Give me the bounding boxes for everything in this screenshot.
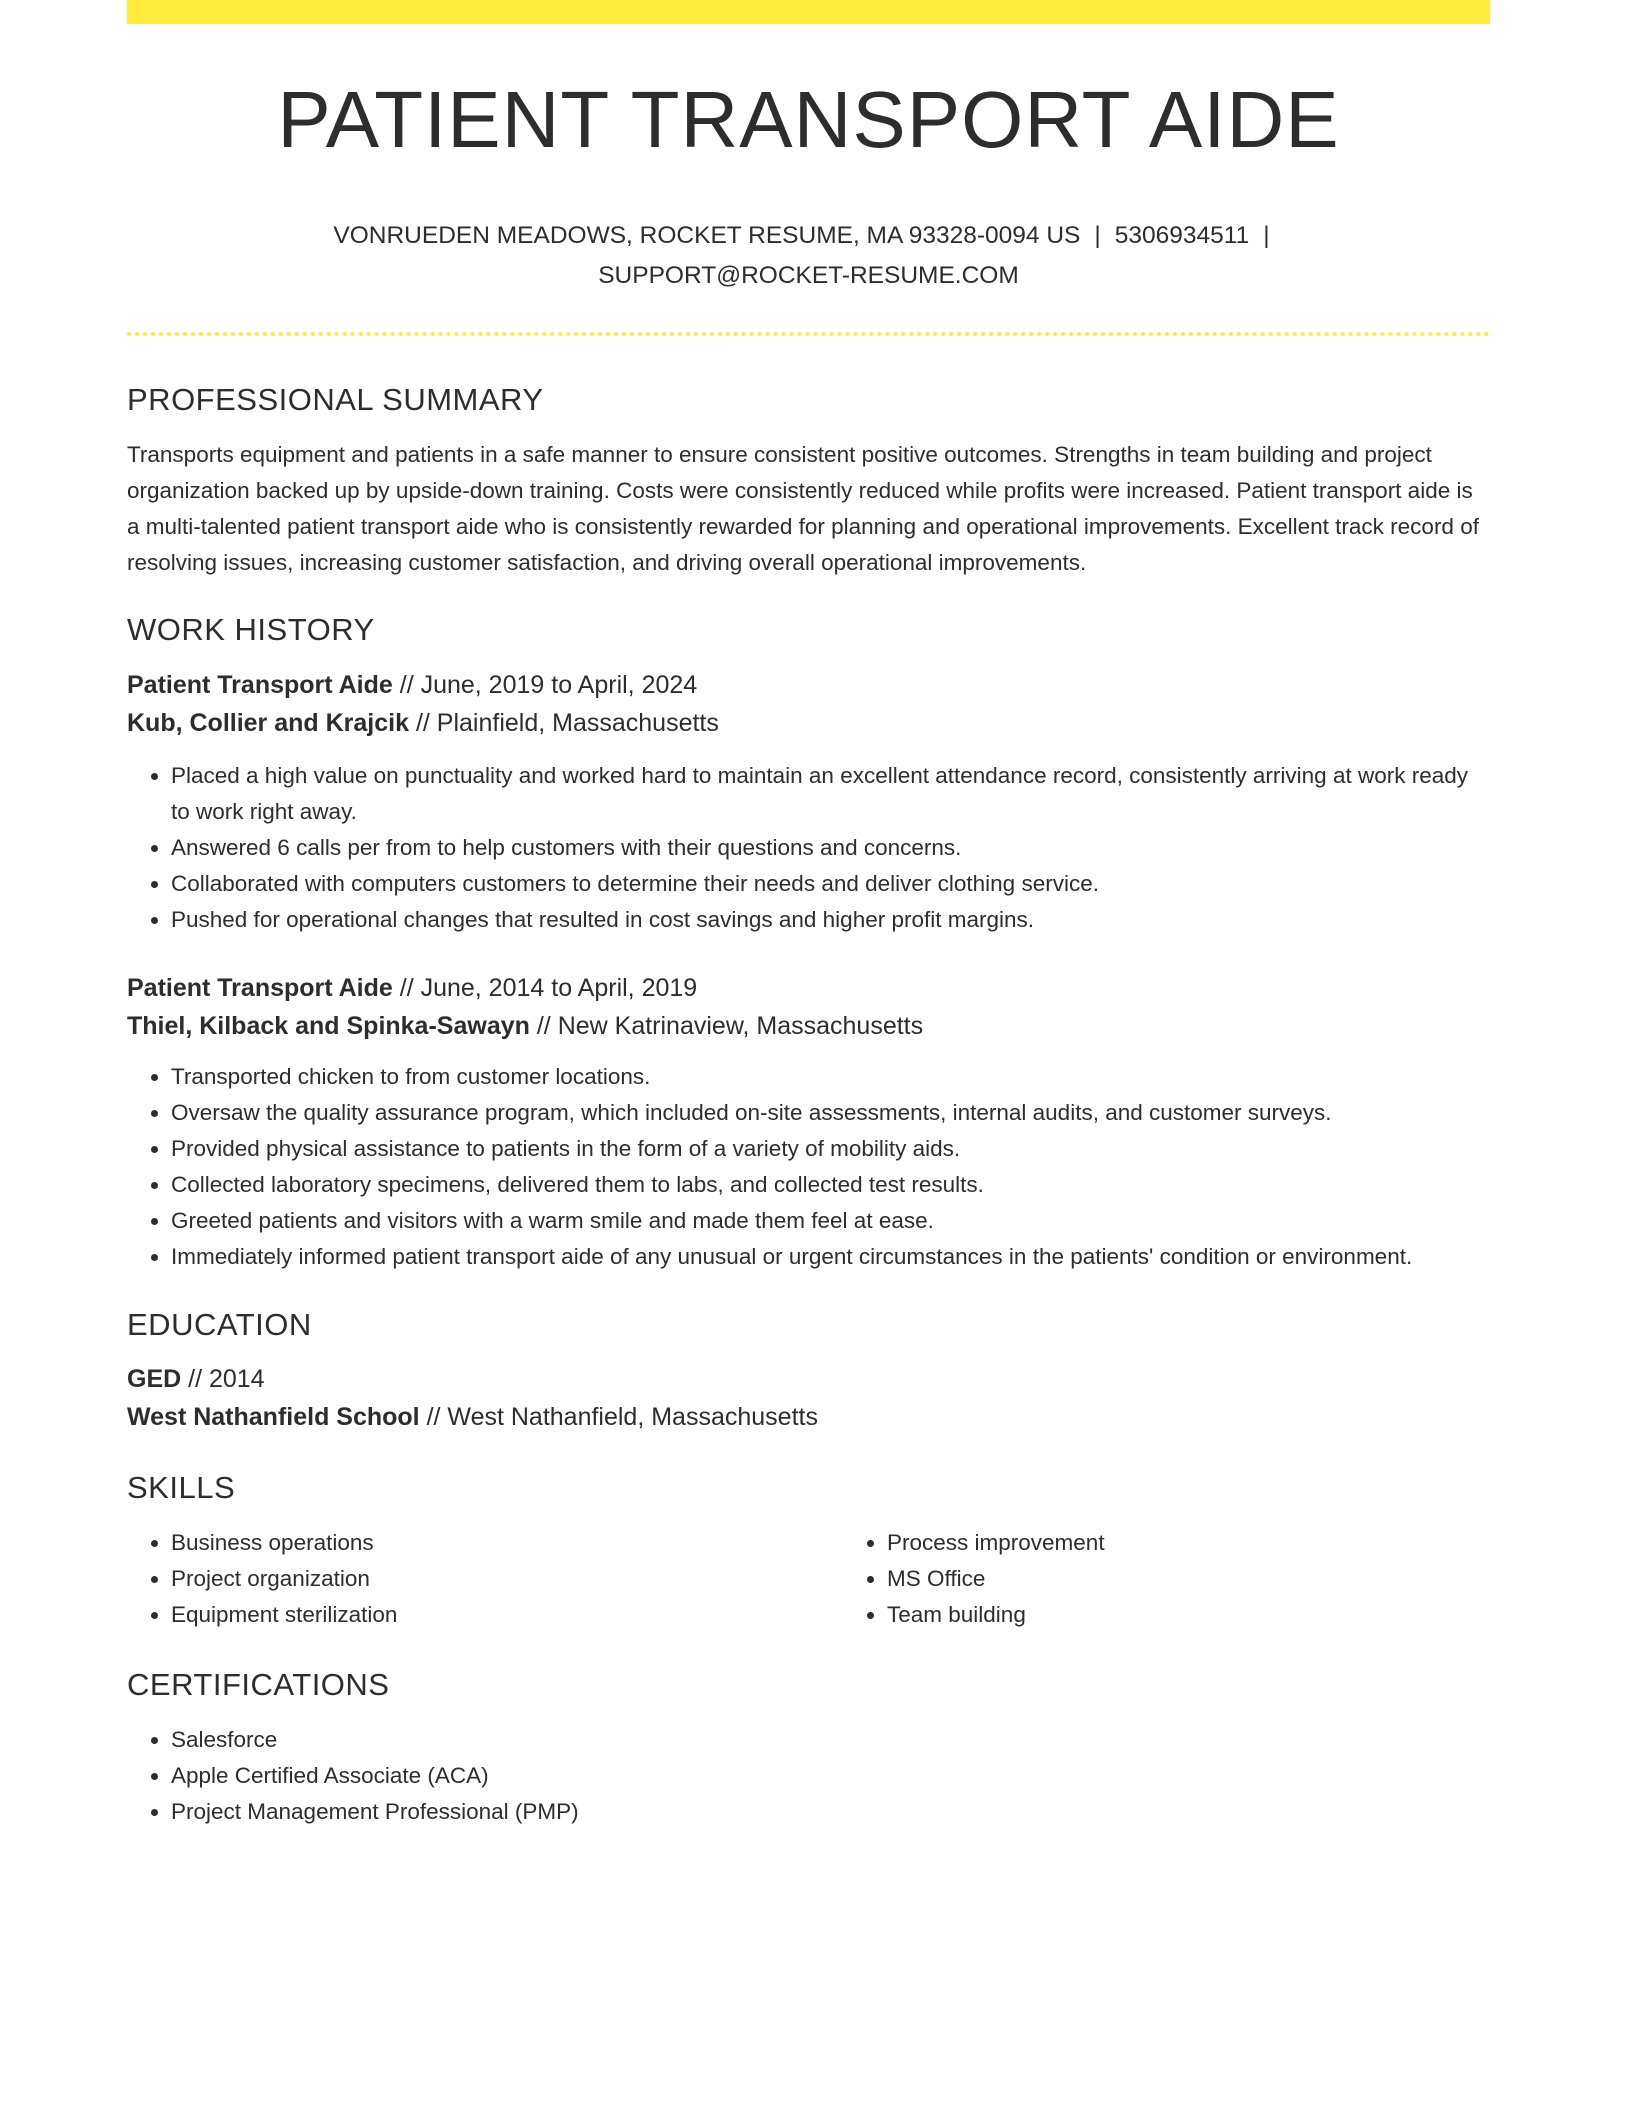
skill-item: • MS Office bbox=[887, 1561, 1559, 1597]
summary-section bbox=[127, 384, 1490, 581]
certification-item: • Project Management Professional (PMP) bbox=[171, 1794, 1490, 1830]
list-item: • Pushed for operational changes that resulted in cost savings and higher profit margins. bbox=[171, 902, 1490, 938]
list-item: • Oversaw the quality assurance program, which included on-site assessments, internal audits, and customer surveys. bbox=[171, 1095, 1490, 1131]
skills-list-left bbox=[127, 1525, 843, 1633]
candidate-title: PATIENT TRANSPORT AIDE bbox=[277, 75, 1340, 164]
contact-info bbox=[127, 216, 1490, 296]
list-item: • Collected laboratory specimens, delivered them to labs, and collected test results. bbox=[171, 1167, 1490, 1203]
resume-page bbox=[127, 0, 1490, 1830]
job-entry bbox=[127, 969, 1490, 1275]
contact-separator: | bbox=[1094, 222, 1101, 249]
dotted-divider bbox=[127, 332, 1490, 336]
job-company: Thiel, Kilback and Spinka-Sawayn bbox=[127, 1012, 530, 1040]
job-role-line bbox=[127, 666, 1490, 704]
job-role: Patient Transport Aide bbox=[127, 671, 393, 699]
skill-item: • Equipment sterilization bbox=[171, 1597, 843, 1633]
section-title-skills: SKILLS bbox=[127, 1470, 236, 1505]
certification-item: • Apple Certified Associate (ACA) bbox=[171, 1758, 1490, 1794]
skill-item: • Project organization bbox=[171, 1561, 843, 1597]
skill-item: • Team building bbox=[887, 1597, 1559, 1633]
job-company-line bbox=[127, 704, 1490, 742]
summary-text: Transports equipment and patients in a safe manner to ensure consistent positive outcomes. Strengths in team building and project organization backed up by upside-down training. Costs were consistently reduced while profits were increased. Patient transport aide is a multi-talented patient transport aide who is consistently rewarded for planning and operational improvements. Excellent track record of resolving issues, increasing customer satisfaction, and driving overall operational improvements. bbox=[127, 442, 1479, 575]
education-school: West Nathanfield School bbox=[127, 1403, 420, 1431]
skills-columns bbox=[127, 1525, 1490, 1633]
certification-item: • Salesforce bbox=[171, 1722, 1490, 1758]
skill-item: • Process improvement bbox=[887, 1525, 1559, 1561]
contact-separator: | bbox=[1263, 222, 1270, 249]
list-item: • Collaborated with computers customers to determine their needs and deliver clothing service. bbox=[171, 866, 1490, 902]
job-dates: // June, 2014 to April, 2019 bbox=[392, 974, 698, 1002]
education-section bbox=[127, 1309, 1490, 1436]
education-entry bbox=[127, 1360, 1490, 1436]
skill-item: • Business operations bbox=[171, 1525, 843, 1561]
section-title-work-history: WORK HISTORY bbox=[127, 612, 375, 647]
job-role: Patient Transport Aide bbox=[127, 974, 393, 1002]
education-school-line bbox=[127, 1398, 1490, 1436]
contact-email: SUPPORT@ROCKET-RESUME.COM bbox=[598, 262, 1019, 289]
work-history-section bbox=[127, 614, 1490, 1275]
section-title-certifications: CERTIFICATIONS bbox=[127, 1667, 390, 1702]
job-location: // New Katrinaview, Massachusetts bbox=[529, 1012, 924, 1040]
job-company-line bbox=[127, 1007, 1490, 1045]
list-item: • Immediately informed patient transport aide of any unusual or urgent circumstances in the patients' condition or environment. bbox=[171, 1239, 1490, 1275]
skills-section bbox=[127, 1472, 1490, 1633]
certifications-section bbox=[127, 1669, 1490, 1830]
education-year: // 2014 bbox=[181, 1365, 265, 1393]
job-role-line bbox=[127, 969, 1490, 1007]
list-item: • Greeted patients and visitors with a warm smile and made them feel at ease. bbox=[171, 1203, 1490, 1239]
list-item: • Transported chicken to from customer locations. bbox=[171, 1059, 1490, 1095]
certifications-list bbox=[127, 1722, 1490, 1830]
job-bullets bbox=[127, 1059, 1490, 1275]
list-item: • Placed a high value on punctuality and worked hard to maintain an excellent attendance record, consistently arriving at work ready to work right away. bbox=[171, 758, 1490, 830]
contact-phone: 5306934511 bbox=[1114, 222, 1250, 249]
top-accent-bar bbox=[127, 0, 1490, 24]
education-degree-line bbox=[127, 1360, 1490, 1398]
job-bullets bbox=[127, 758, 1490, 938]
education-degree: GED bbox=[127, 1365, 182, 1393]
education-location: // West Nathanfield, Massachusetts bbox=[419, 1403, 818, 1431]
list-item: • Answered 6 calls per from to help customers with their questions and concerns. bbox=[171, 830, 1490, 866]
skills-list-right bbox=[843, 1525, 1559, 1633]
contact-address: VONRUEDEN MEADOWS, ROCKET RESUME, MA 93328-0094 US bbox=[333, 222, 1081, 249]
job-dates: // June, 2019 to April, 2024 bbox=[392, 671, 698, 699]
job-company: Kub, Collier and Krajcik bbox=[127, 709, 410, 737]
section-title-education: EDUCATION bbox=[127, 1307, 312, 1342]
job-location: // Plainfield, Massachusetts bbox=[409, 709, 719, 737]
list-item: • Provided physical assistance to patients in the form of a variety of mobility aids. bbox=[171, 1131, 1490, 1167]
section-title-summary: PROFESSIONAL SUMMARY bbox=[127, 382, 544, 417]
job-entry bbox=[127, 666, 1490, 938]
